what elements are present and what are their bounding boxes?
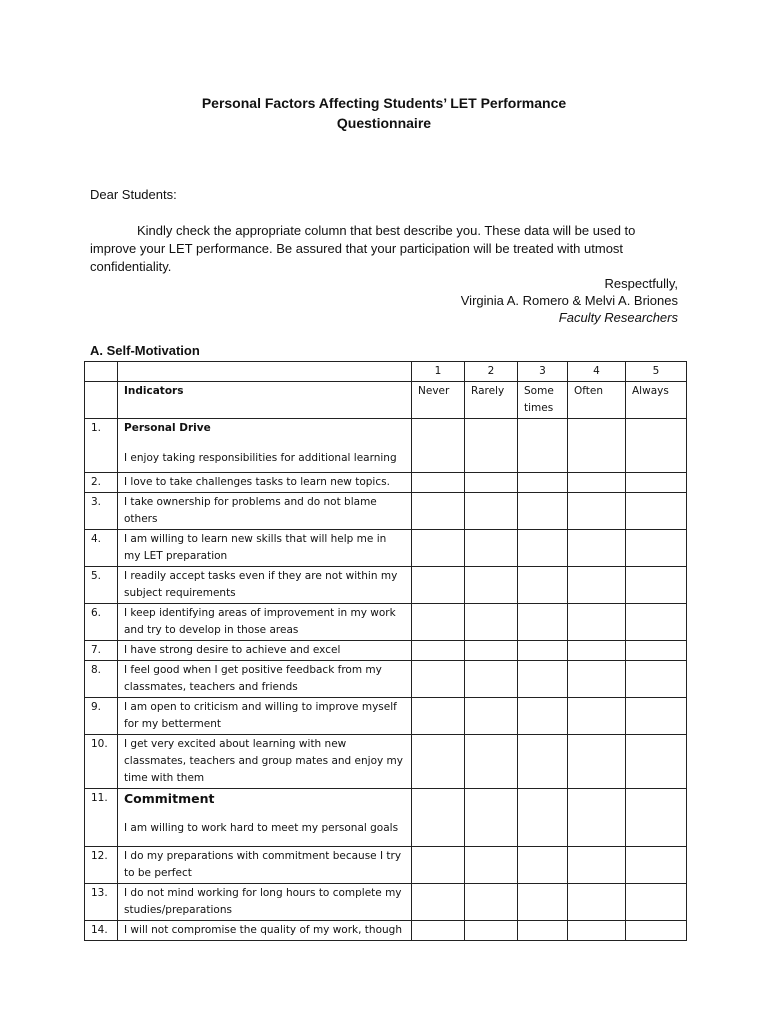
questionnaire-table [84,361,687,941]
indicator-text: I feel good when I get positive feedback from my classmates, teachers and friends [118,661,412,698]
intro-line-2: your LET performance. Be assured that your participation will be treated with utmost confidentiality. [90,241,624,274]
rating-cell[interactable] [626,884,687,921]
indicator-text: I am willing to work hard to meet my personal goals [124,822,399,834]
rating-cell[interactable] [568,661,626,698]
rating-cell[interactable] [465,473,518,493]
rating-cell[interactable] [568,789,626,847]
rating-cell[interactable] [518,698,568,735]
rating-cell[interactable] [465,493,518,530]
row-number: 3. [85,493,118,530]
rating-cell[interactable] [626,419,687,473]
rating-cell[interactable] [465,641,518,661]
rating-cell[interactable] [518,473,568,493]
rating-cell[interactable] [626,921,687,941]
rating-cell[interactable] [412,567,465,604]
indicator-text: I keep identifying areas of improvement in my work and try to develop in those areas [118,604,412,641]
closing: Respectfully, [604,276,678,291]
row-number: 4. [85,530,118,567]
table-row [85,921,687,941]
indicator-text: I take ownership for problems and do not blame others [118,493,412,530]
rating-cell[interactable] [412,884,465,921]
scale-label: Rarely [465,382,518,419]
table-row [85,735,687,789]
rating-cell[interactable] [412,661,465,698]
rating-cell[interactable] [518,661,568,698]
rating-cell[interactable] [412,735,465,789]
row-number: 7. [85,641,118,661]
rating-cell[interactable] [412,847,465,884]
rating-cell[interactable] [412,698,465,735]
rating-cell[interactable] [626,661,687,698]
row-number: 11. [85,789,118,847]
rating-cell[interactable] [568,493,626,530]
scale-number: 2 [465,362,518,382]
row-number: 12. [85,847,118,884]
intro-paragraph [90,222,680,276]
rating-cell[interactable] [626,735,687,789]
rating-cell[interactable] [465,735,518,789]
table-row [85,847,687,884]
table-row [85,567,687,604]
row-number: 5. [85,567,118,604]
table-row [85,641,687,661]
rating-cell[interactable] [626,789,687,847]
rating-cell[interactable] [465,789,518,847]
rating-cell[interactable] [626,641,687,661]
indicator-text: I love to take challenges tasks to learn new topics. [118,473,412,493]
rating-cell[interactable] [412,530,465,567]
rating-cell[interactable] [626,698,687,735]
rating-cell[interactable] [518,735,568,789]
rating-cell[interactable] [465,419,518,473]
rating-cell[interactable] [465,698,518,735]
scale-number: 4 [568,362,626,382]
rating-cell[interactable] [518,530,568,567]
rating-cell[interactable] [568,735,626,789]
rating-cell[interactable] [518,921,568,941]
rating-cell[interactable] [568,847,626,884]
row-number: 1. [85,419,118,473]
authors: Virginia A. Romero & Melvi A. Briones [460,293,678,308]
indicator-text: I readily accept tasks even if they are not within my subject requirements [118,567,412,604]
indicator-text: I have strong desire to achieve and excel [118,641,412,661]
row-number: 8. [85,661,118,698]
indicator-text: I am open to criticism and willing to improve myself for my betterment [118,698,412,735]
rating-cell[interactable] [568,698,626,735]
rating-cell[interactable] [568,530,626,567]
scale-number-row [85,362,687,382]
rating-cell[interactable] [412,473,465,493]
indicator-text: I enjoy taking responsibilities for additional learning [124,452,397,464]
row-number: 10. [85,735,118,789]
row-number: 2. [85,473,118,493]
rating-cell[interactable] [568,921,626,941]
table-row [85,604,687,641]
scale-number: 5 [626,362,687,382]
table-row [85,789,687,847]
section-title: A. Self-Motivation [90,343,200,358]
table-row [85,473,687,493]
rating-cell[interactable] [412,493,465,530]
rating-cell[interactable] [412,419,465,473]
rating-cell[interactable] [465,604,518,641]
scale-label: Some times [518,382,568,419]
table-row [85,530,687,567]
empty-cell [85,362,118,382]
empty-cell [118,362,412,382]
indicator-cell [118,789,412,847]
table-row [85,661,687,698]
indicator-text: I do my preparations with commitment because I try to be perfect [118,847,412,884]
rating-cell[interactable] [412,641,465,661]
scale-label: Always [626,382,687,419]
table-row [85,419,687,473]
rating-cell[interactable] [626,473,687,493]
scale-number: 3 [518,362,568,382]
rating-cell[interactable] [518,789,568,847]
rating-cell[interactable] [412,789,465,847]
rating-cell[interactable] [518,567,568,604]
rating-cell[interactable] [465,567,518,604]
rating-cell[interactable] [465,921,518,941]
row-number: 6. [85,604,118,641]
rating-cell[interactable] [568,641,626,661]
table-row [85,493,687,530]
row-number: 13. [85,884,118,921]
rating-cell[interactable] [465,847,518,884]
scale-label: Never [412,382,465,419]
rating-cell[interactable] [412,921,465,941]
scale-number: 1 [412,362,465,382]
rating-cell[interactable] [412,604,465,641]
rating-cell[interactable] [626,530,687,567]
table-row [85,884,687,921]
header-row [85,382,687,419]
rating-cell[interactable] [568,884,626,921]
indicator-text: I am willing to learn new skills that will help me in my LET preparation [118,530,412,567]
table-row [85,698,687,735]
indicator-cell [118,419,412,473]
rating-cell[interactable] [626,493,687,530]
rating-cell[interactable] [518,847,568,884]
rating-cell[interactable] [465,884,518,921]
intro-line-1: Kindly check the appropriate column that best describe you. These data will be used to improve [90,223,636,256]
subheading-commitment: Commitment [124,791,215,806]
rating-cell[interactable] [518,493,568,530]
indicators-header: Indicators [118,382,412,419]
rating-cell[interactable] [518,884,568,921]
indicator-text: I get very excited about learning with new classmates, teachers and group mates and enjoy my time with them [118,735,412,789]
greeting: Dear Students: [90,187,177,202]
rating-cell[interactable] [568,473,626,493]
author-role: Faculty Researchers [558,310,678,325]
rating-cell[interactable] [465,530,518,567]
empty-cell [85,382,118,419]
rating-cell[interactable] [518,641,568,661]
rating-cell[interactable] [626,567,687,604]
rating-cell[interactable] [518,604,568,641]
indicator-text: I will not compromise the quality of my work, though [118,921,412,941]
indicator-text: I do not mind working for long hours to complete my studies/preparations [118,884,412,921]
row-number: 14. [85,921,118,941]
rating-cell[interactable] [465,661,518,698]
rating-cell[interactable] [626,847,687,884]
rating-cell[interactable] [626,604,687,641]
rating-cell[interactable] [568,419,626,473]
rating-cell[interactable] [568,567,626,604]
document-subtitle: Questionnaire [336,115,432,131]
subheading-personal-drive: Personal Drive [124,422,211,434]
document-title: Personal Factors Affecting Students’ LET Performance [201,95,567,111]
rating-cell[interactable] [518,419,568,473]
row-number: 9. [85,698,118,735]
scale-label: Often [568,382,626,419]
rating-cell[interactable] [568,604,626,641]
